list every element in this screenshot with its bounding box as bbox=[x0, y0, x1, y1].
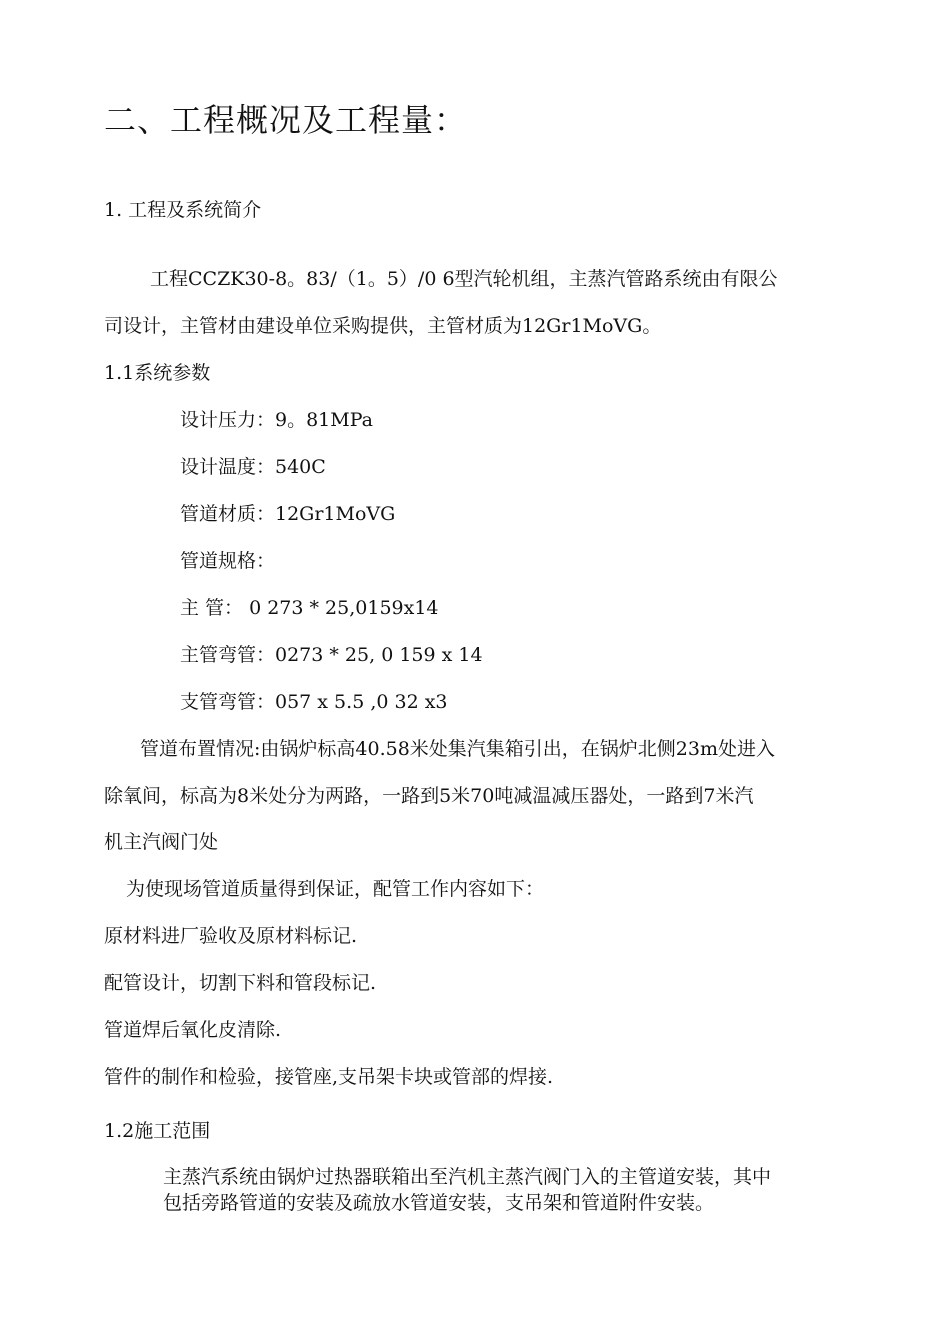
param-main-pipe: 主 管： 0 273 * 25,0159x14 bbox=[180, 597, 439, 619]
layout-line-2: 除氧间，标高为8米处分为两路，一路到5米70吨减温减压器处，一路到7米汽 bbox=[104, 785, 754, 807]
section-1-2-title: 1.2施工范围 bbox=[104, 1120, 211, 1142]
work-item: 管件的制作和检验，接管座,支吊架卡块或管部的焊接. bbox=[104, 1066, 554, 1088]
param-main-bend: 主管弯管：0273 * 25, 0 159 x 14 bbox=[180, 644, 483, 666]
scope-line-1: 主蒸汽系统由锅炉过热器联箱出至汽机主蒸汽阀门入的主管道安装，其中 bbox=[163, 1166, 772, 1188]
page-heading: 二、工程概况及工程量： bbox=[104, 101, 468, 139]
section-1-1-title: 1.1系统参数 bbox=[104, 362, 211, 384]
intro-line-2: 司设计，主管材由建设单位采购提供，主管材质为12Gr1MoVG。 bbox=[104, 315, 662, 337]
work-item: 原材料进厂验收及原材料标记. bbox=[104, 925, 358, 947]
layout-line-1: 管道布置情况:由锅炉标高40.58米处集汽集箱引出，在锅炉北侧23m处进入 bbox=[140, 738, 775, 760]
layout-line-3: 机主汽阀门处 bbox=[104, 831, 219, 853]
work-item: 配管设计，切割下料和管段标记. bbox=[104, 972, 377, 994]
param-pipe-spec: 管道规格： bbox=[180, 550, 276, 572]
section-1-title: 1. 工程及系统简介 bbox=[104, 199, 262, 221]
param-branch-bend: 支管弯管：057 x 5.5 ,0 32 x3 bbox=[180, 691, 448, 713]
quality-intro: 为使现场管道质量得到保证，配管工作内容如下： bbox=[126, 878, 545, 900]
scope-line-2: 包括旁路管道的安装及疏放水管道安装，支吊架和管道附件安装。 bbox=[163, 1192, 715, 1214]
param-design-temperature: 设计温度：540C bbox=[180, 456, 326, 478]
intro-line-1: 工程CCZK30-8。83/（1。5）/0 6型汽轮机组，主蒸汽管路系统由有限公 bbox=[150, 268, 778, 290]
param-pipe-material: 管道材质：12Gr1MoVG bbox=[180, 503, 396, 525]
param-design-pressure: 设计压力：9。81MPa bbox=[180, 409, 373, 431]
work-item: 管道焊后氧化皮清除. bbox=[104, 1019, 282, 1041]
